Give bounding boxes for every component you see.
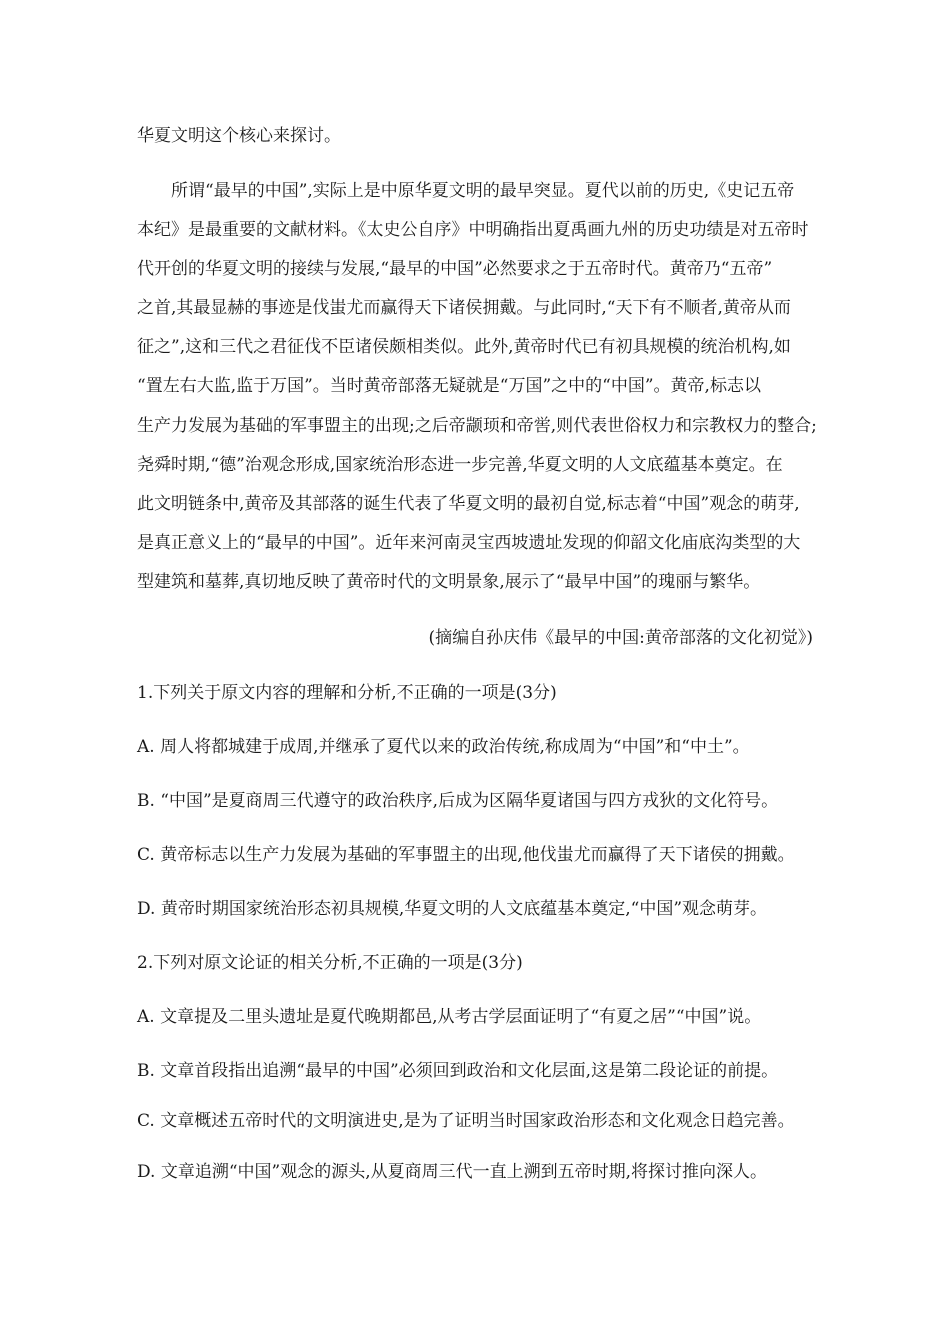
paragraph-line: 是真正意义上的“最早的中国”。近年来河南灵宝西坡遗址发现的仰韶文化庙底沟类型的大: [137, 533, 801, 553]
question-2-option-a: A. 文章提及二里头遗址是夏代晚期都邑,从考古学层面证明了“有夏之居”“中国”说。: [137, 1007, 762, 1027]
question-2-option-d: D. 文章追溯“中国”观念的源头,从夏商周三代一直上溯到五帝时期,将探讨推向深人。: [137, 1162, 768, 1182]
question-1-stem: 1.下列关于原文内容的理解和分析,不正确的一项是(3分): [137, 683, 557, 703]
question-1-option-a: A. 周人将都城建于成周,并继承了夏代以来的政治传统,称成周为“中国”和“中土”。: [137, 737, 750, 757]
question-2-stem: 2.下列对原文论证的相关分析,不正确的一项是(3分): [137, 953, 523, 973]
passage-source-citation: (摘编自孙庆伟《最早的中国:黄帝部落的文化初觉》): [428, 628, 813, 648]
paragraph-line: 尧舜时期,“德”治观念形成,国家统治形态进一步完善,华夏文明的人文底蕴基本奠定。在: [137, 455, 783, 475]
paragraph-line: 本纪》是最重要的文献材料。《太史公自序》中明确指出夏禹画九州的历史功绩是对五帝时: [137, 220, 809, 240]
paragraph-line: “置左右大监,监于万国”。当时黄帝部落无疑就是“万国”之中的“中国”。黄帝,标志以: [137, 376, 761, 396]
question-1-option-b: B. “中国”是夏商周三代遵守的政治秩序,后成为区隔华夏诸国与四方戎狄的文化符号。: [137, 791, 779, 811]
question-2-option-c: C. 文章概述五帝时代的文明演进史,是为了证明当时国家政治形态和文化观念日趋完善。: [137, 1111, 795, 1131]
paragraph-line: 所谓“最早的中国”,实际上是中原华夏文明的最早突显。夏代以前的历史,《史记五帝: [137, 181, 795, 201]
paragraph-line: 生产力发展为基础的军事盟主的出现;之后帝颛顼和帝喾,则代表世俗权力和宗教权力的整合;: [137, 416, 817, 436]
question-1-option-c: C. 黄帝标志以生产力发展为基础的军事盟主的出现,他伐蚩尤而赢得了天下诸侯的拥戴。: [137, 845, 795, 865]
paragraph-line: 此文明链条中,黄帝及其部落的诞生代表了华夏文明的最初自觉,标志着“中国”观念的萌芽,: [137, 494, 800, 514]
question-2-option-b: B. 文章首段指出追溯“最早的中国”必须回到政治和文化层面,这是第二段论证的前提。: [137, 1061, 779, 1081]
paragraph-line: 征之”,这和三代之君征伐不臣诸侯颇相类似。此外,黄帝时代已有初具规模的统治机构,如: [137, 337, 791, 357]
paragraph-line: 代开创的华夏文明的接续与发展,“最早的中国”必然要求之于五帝时代。黄帝乃“五帝”: [137, 259, 773, 279]
question-1-option-d: D. 黄帝时期国家统治形态初具规模,华夏文明的人文底蕴基本奠定,“中国”观念萌芽。: [137, 899, 768, 919]
passage-carry-over-line: 华夏文明这个核心来探讨。: [137, 126, 341, 146]
paragraph-line: 之首,其最显赫的事迹是伐蚩尤而赢得天下诸侯拥戴。与此同时,“天下有不顺者,黄帝从而: [137, 298, 791, 318]
paragraph-line: 型建筑和墓葬,真切地反映了黄帝时代的文明景象,展示了“最早中国”的瑰丽与繁华。: [137, 572, 761, 592]
